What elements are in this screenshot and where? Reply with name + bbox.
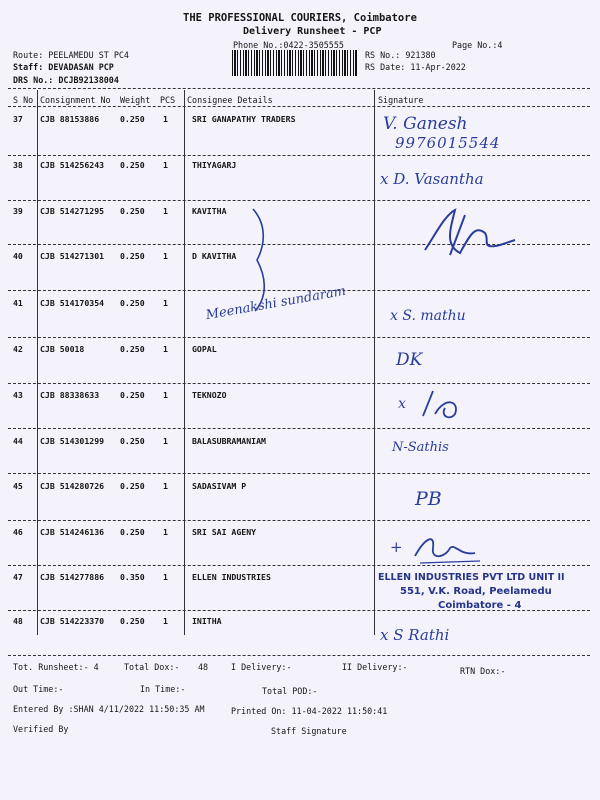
row-weight: 0.250 <box>120 616 145 626</box>
row-sno: 40 <box>13 251 23 261</box>
scribble-signature <box>415 205 525 265</box>
row-sno: 41 <box>13 298 23 308</box>
row-consignee: SRI GANAPATHY TRADERS <box>192 114 296 124</box>
row-consignee: D KAVITHA <box>192 251 237 261</box>
table-row <box>0 154 600 200</box>
row-consignment: CJB 50018 <box>40 344 85 354</box>
table-row <box>0 430 600 476</box>
row-sno: 47 <box>13 572 23 582</box>
row-weight: 0.250 <box>120 527 145 537</box>
row-pcs: 1 <box>163 251 168 261</box>
company-stamp <box>378 570 593 614</box>
row-consignee: INITHA <box>192 616 222 626</box>
handwritten-phone: 9976015544 <box>395 134 501 152</box>
header-rule-bottom <box>8 106 590 107</box>
row-rule <box>8 473 590 474</box>
row-consignment: CJB 514246136 <box>40 527 105 537</box>
handwritten-note: Meenakshi sundaram <box>204 283 348 324</box>
total-pod: Total POD:- <box>262 686 318 696</box>
row-consignment: CJB 514277886 <box>40 572 105 582</box>
row-weight: 0.250 <box>120 206 145 216</box>
table-row <box>0 338 600 384</box>
row-weight: 0.350 <box>120 572 145 582</box>
handwritten-signature: N-Sathis <box>392 440 449 455</box>
row-weight: 0.250 <box>120 344 145 354</box>
sheet-title: Delivery Runsheet - PCP <box>243 26 382 37</box>
row-pcs: 1 <box>163 616 168 626</box>
verified-by: Verified By <box>13 724 69 734</box>
row-consignment: CJB 514301299 <box>40 436 105 446</box>
row-consignee: BALASUBRAMANIAM <box>192 436 266 446</box>
handwritten-signature: V. Ganesh <box>383 114 468 134</box>
row-consignment: CJB 88153886 <box>40 114 100 124</box>
row-pcs: 1 <box>163 114 168 124</box>
row-consignee: SRI SAI AGENY <box>192 527 257 537</box>
col-pcs: PCS <box>160 95 176 105</box>
row-consignment: CJB 514271301 <box>40 251 105 261</box>
table-row <box>0 108 600 154</box>
handwritten-mark: + <box>390 538 403 556</box>
total-dox-label: Total Dox:- <box>124 662 180 672</box>
handwritten-signature: DK <box>396 350 423 370</box>
company-name: THE PROFESSIONAL COURIERS, Coimbatore <box>183 12 417 24</box>
row-consignee: KAVITHA <box>192 206 227 216</box>
row-sno: 42 <box>13 344 23 354</box>
col-weight: Weight <box>120 95 151 105</box>
row-sno: 37 <box>13 114 23 124</box>
row-consignee: THIYAGARJ <box>192 160 237 170</box>
row-pcs: 1 <box>163 481 168 491</box>
row-weight: 0.250 <box>120 390 145 400</box>
col-sno: S No <box>13 95 34 105</box>
total-dox-value: 48 <box>198 662 209 672</box>
col-consignment: Consignment No <box>40 95 111 105</box>
scribble-signature <box>415 386 485 426</box>
printed-on: Printed On: 11-04-2022 11:50:41 <box>231 706 388 716</box>
row-consignee: ELLEN INDUSTRIES <box>192 572 271 582</box>
in-time: In Time:- <box>140 684 186 694</box>
row-weight: 0.250 <box>120 114 145 124</box>
row-weight: 0.250 <box>120 436 145 446</box>
row-consignee: GOPAL <box>192 344 217 354</box>
row-consignment: CJB 514223370 <box>40 616 105 626</box>
table-row <box>0 521 600 567</box>
handwritten-signature: x S Rathi <box>380 626 450 644</box>
row-pcs: 1 <box>163 572 168 582</box>
row-consignment: CJB 514271295 <box>40 206 105 216</box>
stamp-line: 551, V.K. Road, Peelamedu <box>400 586 552 597</box>
row-consignee: TEKNOZO <box>192 390 227 400</box>
scribble-signature <box>405 528 485 568</box>
rtn-dox: RTN Dox:- <box>460 666 506 676</box>
handwritten-signature: PB <box>415 488 442 510</box>
col-consignee: Consignee Details <box>187 95 273 105</box>
row-consignment: CJB 514170354 <box>40 298 105 308</box>
row-pcs: 1 <box>163 390 168 400</box>
page-number: Page No.:4 <box>452 40 503 50</box>
col-signature: Signature <box>378 95 424 105</box>
stamp-line: ELLEN INDUSTRIES PVT LTD UNIT II <box>378 572 565 583</box>
handwritten-signature: x S. mathu <box>390 308 466 324</box>
table-rule-bottom <box>8 655 590 656</box>
table-row <box>0 475 600 521</box>
row-weight: 0.250 <box>120 160 145 170</box>
row-consignment: CJB 88338633 <box>40 390 100 400</box>
row-consignee: SADASIVAM P <box>192 481 247 491</box>
row-pcs: 1 <box>163 298 168 308</box>
drs-number: DRS No.: DCJB92138004 <box>13 75 119 85</box>
table-row <box>0 384 600 430</box>
total-runsheet: Tot. Runsheet:- 4 <box>13 662 99 672</box>
row-sno: 46 <box>13 527 23 537</box>
stamp-line: Coimbatore - 4 <box>438 600 522 611</box>
table-row <box>0 610 600 656</box>
row-sno: 48 <box>13 616 23 626</box>
row-pcs: 1 <box>163 206 168 216</box>
row-pcs: 1 <box>163 527 168 537</box>
row-consignment: CJB 514280726 <box>40 481 105 491</box>
row-rule <box>8 428 590 429</box>
row-pcs: 1 <box>163 160 168 170</box>
phone-number: Phone No.:0422-3505555 <box>233 40 344 50</box>
row-sno: 45 <box>13 481 23 491</box>
out-time: Out Time:- <box>13 684 64 694</box>
rs-date: RS Date: 11-Apr-2022 <box>365 62 466 72</box>
route: Route: PEELAMEDU ST PC4 <box>13 50 129 60</box>
handwritten-signature: x D. Vasantha <box>380 170 484 188</box>
row-consignment: CJB 514256243 <box>40 160 105 170</box>
row-weight: 0.250 <box>120 298 145 308</box>
row-pcs: 1 <box>163 344 168 354</box>
row-sno: 43 <box>13 390 23 400</box>
staff-signature: Staff Signature <box>271 726 347 736</box>
barcode <box>232 50 357 76</box>
row-weight: 0.250 <box>120 481 145 491</box>
row-sno: 38 <box>13 160 23 170</box>
handwritten-mark: x <box>398 396 406 412</box>
row-pcs: 1 <box>163 436 168 446</box>
row-weight: 0.250 <box>120 251 145 261</box>
header-rule-top <box>8 88 590 89</box>
ii-delivery: II Delivery:- <box>342 662 408 672</box>
i-delivery: I Delivery:- <box>231 662 292 672</box>
entered-by: Entered By :SHAN 4/11/2022 11:50:35 AM <box>13 704 205 714</box>
staff: Staff: DEVADASAN PCP <box>13 62 114 72</box>
row-sno: 44 <box>13 436 23 446</box>
rs-number: RS No.: 921380 <box>365 50 436 60</box>
row-sno: 39 <box>13 206 23 216</box>
